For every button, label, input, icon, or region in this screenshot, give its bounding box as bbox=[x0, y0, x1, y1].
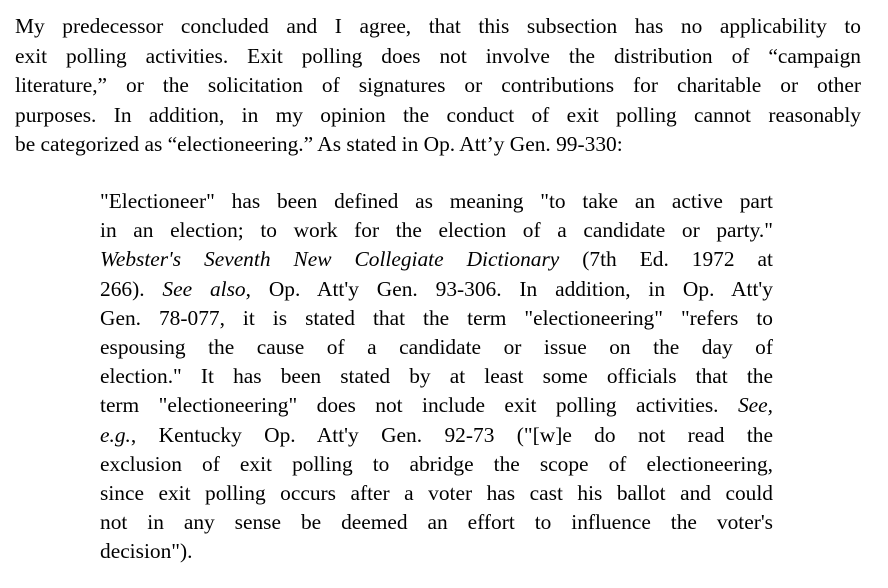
paragraph-line: purposes. In addition, in my opinion the conduct of exit polling cannot reasonably bbox=[15, 102, 861, 127]
see-also-signal: See also bbox=[162, 276, 246, 301]
quote-line bbox=[100, 245, 773, 274]
quote-text: 266). bbox=[100, 276, 163, 301]
quote-text: (7th Ed. 1972 at bbox=[559, 247, 773, 272]
paragraph-line: be categorized as “electioneering.” As stated in Op. Att’y Gen. 99-330: bbox=[15, 132, 623, 156]
see-signal: See, bbox=[737, 393, 773, 418]
quote-line bbox=[100, 275, 773, 304]
quote-text: , Kentucky Op. Att'y Gen. 92-73 ("[w]e do not read the bbox=[130, 422, 773, 447]
quote-line: decision"). bbox=[100, 539, 193, 564]
quote-line bbox=[100, 391, 773, 420]
quote-line: in an election; to work for the election of a candidate or party." bbox=[100, 218, 773, 243]
quote-line: Gen. 78-077, it is stated that the term "electioneering" "refers to bbox=[100, 305, 773, 330]
quote-line: since exit polling occurs after a voter has cast his ballot and could bbox=[100, 481, 773, 506]
quote-line: exclusion of exit polling to abridge the scope of electioneering, bbox=[100, 451, 773, 476]
eg-signal: e.g. bbox=[100, 422, 131, 447]
dictionary-title: Webster's Seventh New Collegiate Dictionary bbox=[100, 247, 560, 272]
paragraph-line: literature,” or the solicitation of signatures or contributions for charitable or other bbox=[15, 73, 861, 97]
block-quote bbox=[100, 187, 773, 567]
quote-line: espousing the cause of a candidate or issue on the day of bbox=[100, 335, 773, 360]
paragraph-line: My predecessor concluded and I agree, that this subsection has no applicability to bbox=[15, 14, 861, 38]
quote-line: election." It has been stated by at least some officials that the bbox=[100, 364, 773, 389]
paragraph-line: exit polling activities. Exit polling does not involve the distribution of “campaign bbox=[15, 43, 861, 68]
quote-line: not in any sense be deemed an effort to influence the voter's bbox=[100, 510, 773, 535]
body-paragraph bbox=[15, 12, 861, 160]
quote-line: "Electioneer" has been defined as meaning "to take an active part bbox=[100, 189, 773, 213]
quote-text: term "electioneering" does not include exit polling activities. bbox=[100, 393, 738, 418]
quote-line bbox=[100, 421, 773, 450]
quote-text: , Op. Att'y Gen. 93-306. In addition, in Op. Att'y bbox=[245, 276, 773, 301]
